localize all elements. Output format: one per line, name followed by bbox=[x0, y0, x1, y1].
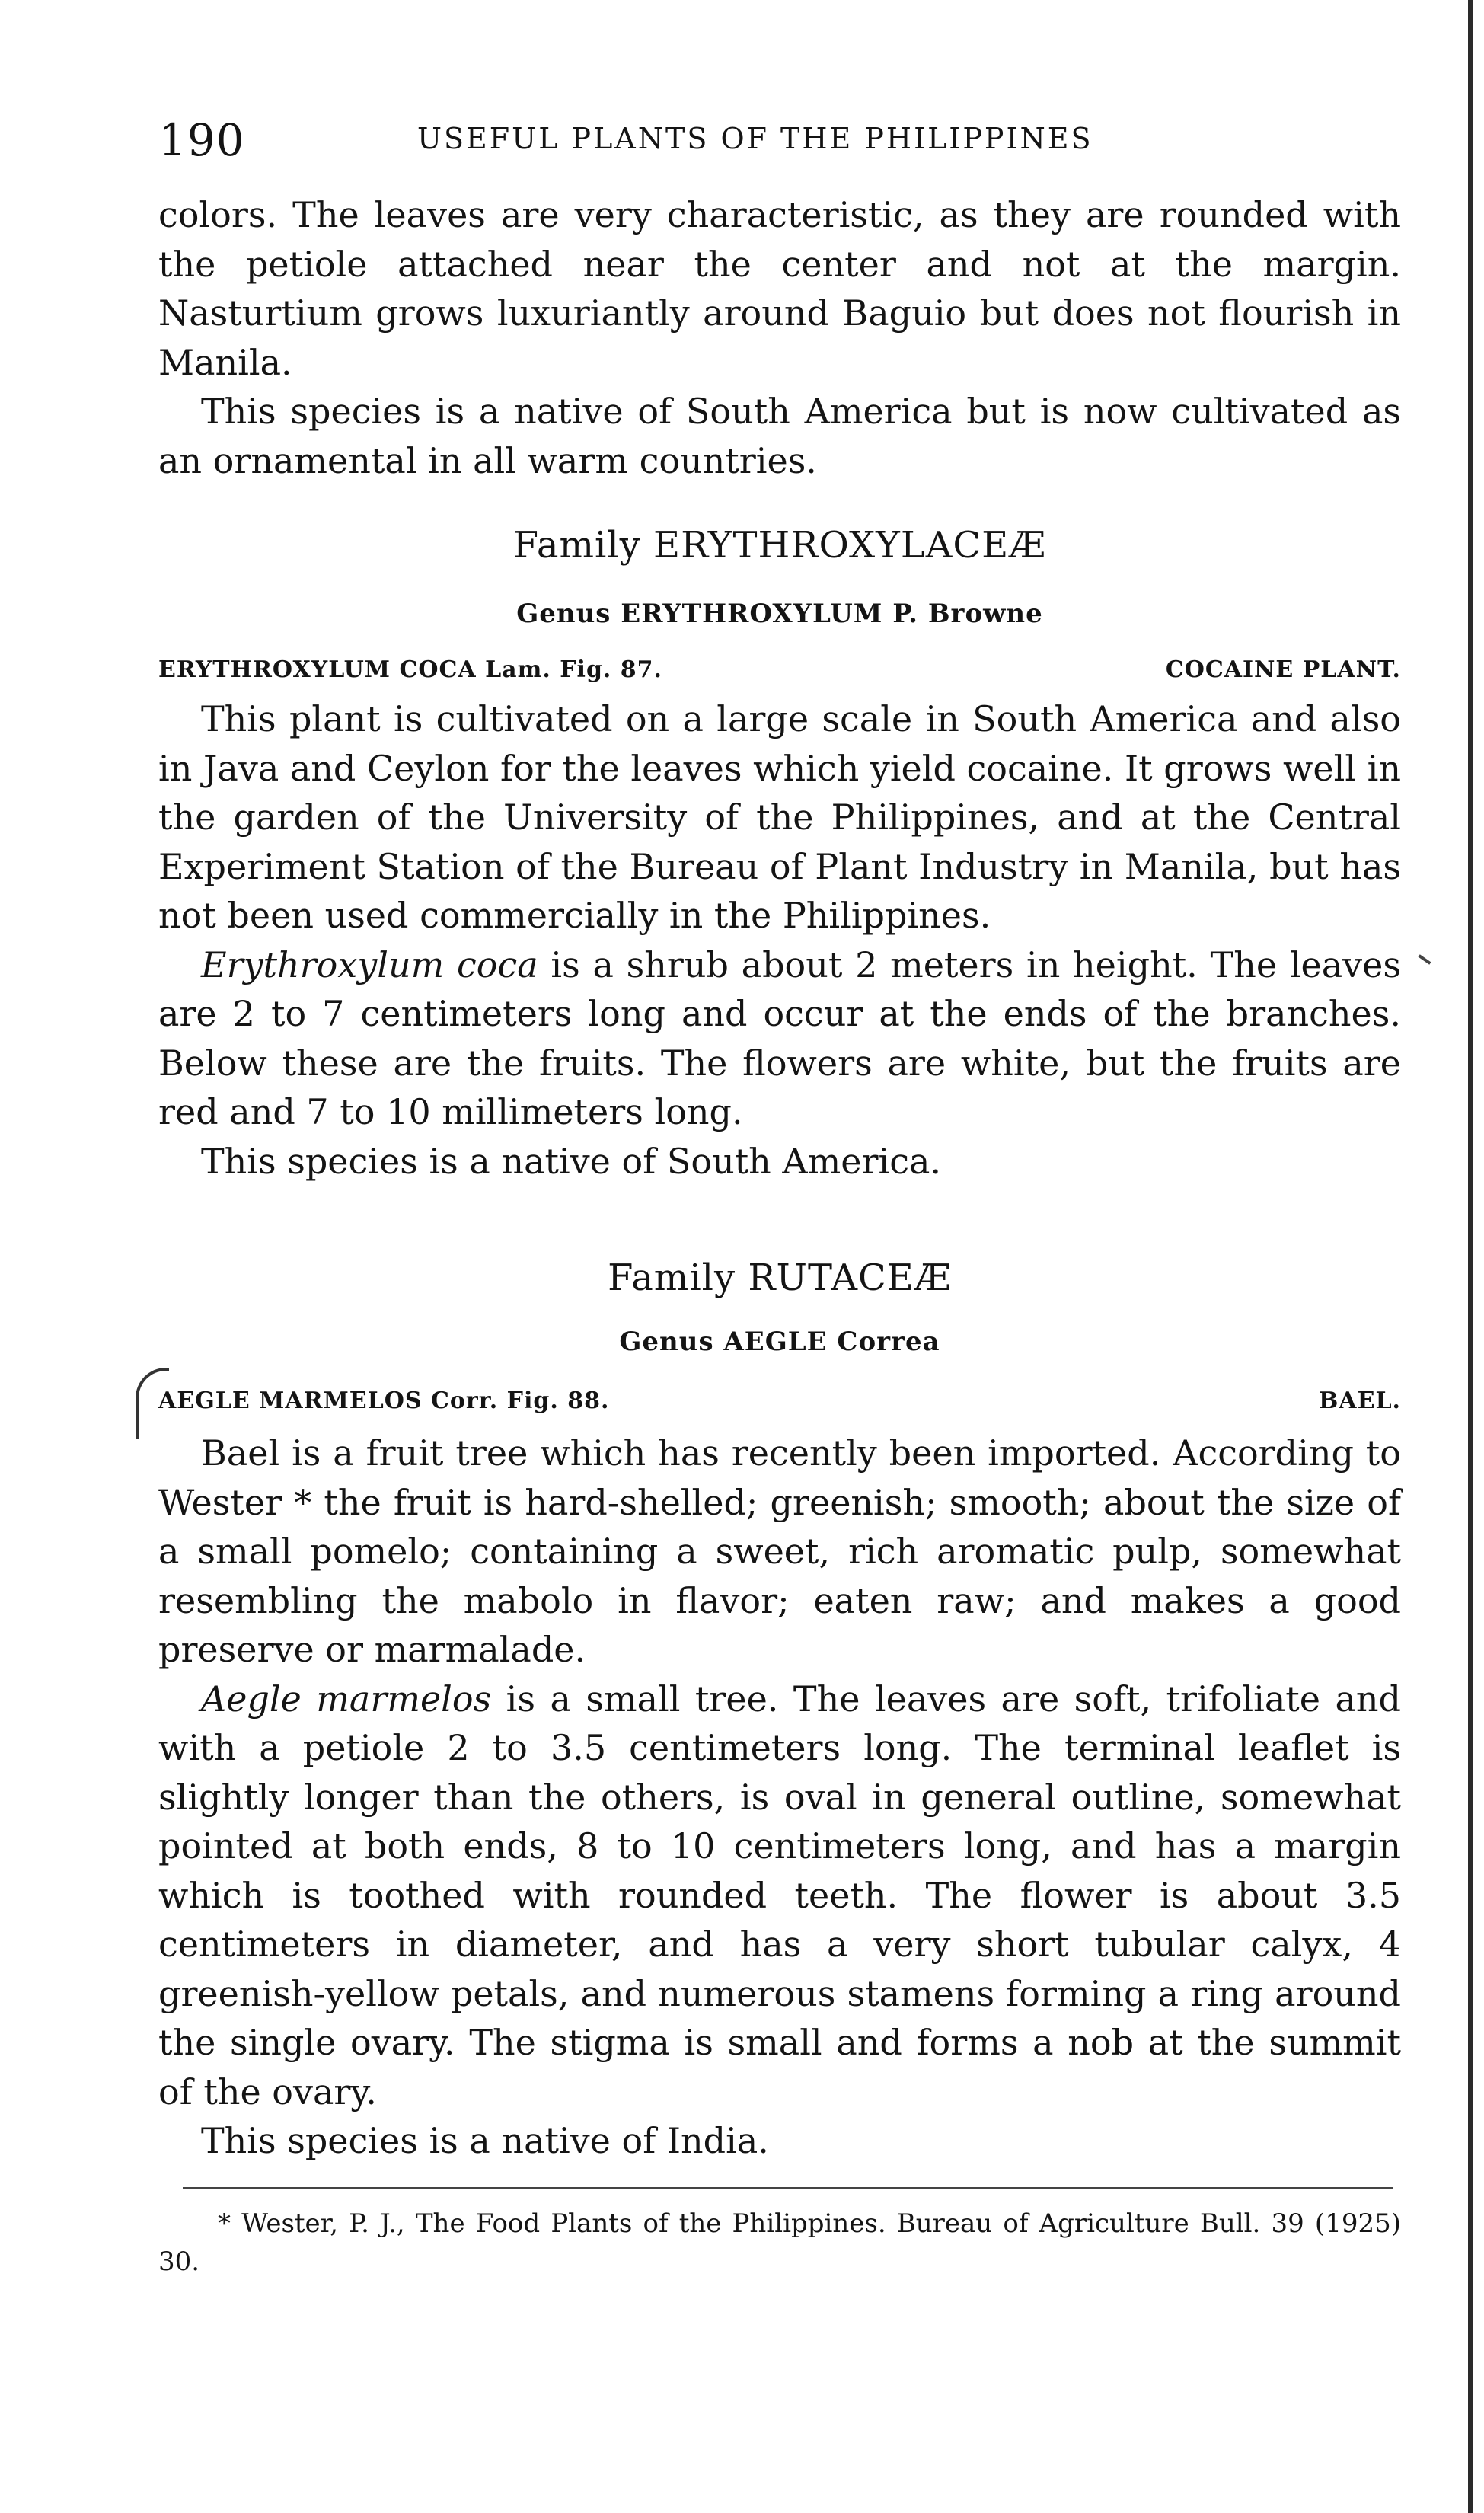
page-edge-line bbox=[1468, 0, 1473, 2513]
family-heading-rutaceae: Family RUTACEÆ bbox=[608, 1256, 952, 1299]
running-title: USEFUL PLANTS OF THE PHILIPPINES bbox=[417, 122, 1093, 155]
aegle-paragraph-3: This species is a native of India. bbox=[201, 2120, 769, 2161]
species-authority: Lam. Fig. 87. bbox=[485, 656, 662, 683]
species-line-erythroxylum-coca bbox=[158, 656, 1401, 695]
species-name-block bbox=[158, 1387, 609, 1414]
common-name: COCAINE PLANT. bbox=[1165, 656, 1401, 683]
paragraph-rest: is a shrub about 2 meters in height. The leaves are 2 to 7 centimeters long and occur at the ends of the branches. Below these are the fruits. The flowers are white, but the fruits are red and 7 to 10 millimeters long. bbox=[158, 944, 1401, 1132]
family-heading-erythroxylaceae: Family ERYTHROXYLACEÆ bbox=[512, 524, 1047, 567]
species-name-block bbox=[158, 656, 662, 683]
species-italic: Erythroxylum coca bbox=[201, 944, 538, 985]
erythroxylum-text bbox=[158, 695, 1401, 1186]
intro-paragraph-1: colors. The leaves are very characteristic, as they are rounded with the petiole attached near the center and not at the margin. Nasturtium grows luxuriantly around Baguio but does not flourish in Manila. bbox=[158, 194, 1401, 383]
intro-paragraph-2: This species is a native of South America but is now cultivated as an ornamental in all warm countries. bbox=[158, 391, 1401, 481]
footnote bbox=[158, 2205, 1401, 2281]
erythroxylum-paragraph-2 bbox=[158, 940, 1401, 1137]
handwritten-bracket-mark bbox=[136, 1368, 169, 1439]
species-name: AEGLE MARMELOS bbox=[158, 1387, 423, 1414]
erythroxylum-paragraph-1: This plant is cultivated on a large scale in South America and also in Java and Ceylon for the leaves which yield cocaine. It grows well in the garden of the University of the Philippines, and at the Central Experiment Station of the Bureau of Plant Industry in Manila, but has not been used commercially in the Philippines. bbox=[158, 698, 1401, 936]
species-italic: Aegle marmelos bbox=[201, 1678, 492, 1720]
page-header bbox=[158, 114, 1407, 168]
species-line-aegle-marmelos bbox=[158, 1387, 1401, 1426]
intro-text bbox=[158, 190, 1401, 485]
aegle-paragraph-2 bbox=[158, 1675, 1401, 2117]
genus-heading-erythroxylum: Genus ERYTHROXYLUM P. Browne bbox=[516, 599, 1043, 629]
species-name: ERYTHROXYLUM COCA bbox=[158, 656, 477, 683]
paragraph-rest: is a small tree. The leaves are soft, trifoliate and with a petiole 2 to 3.5 centimeters long. The terminal leaflet is slightly longer than the others, is oval in general outline, somewhat pointed at both ends, 8 to 10 centimeters long, and has a margin which is toothed with rounded teeth. The flower is about 3.5 centimeters in diameter, and has a very short tubular calyx, 4 greenish-yellow petals, and numerous stamens forming a ring around the single ovary. The stigma is small and forms a nob at the summit of the ovary. bbox=[158, 1678, 1401, 2112]
species-authority: Corr. Fig. 88. bbox=[431, 1387, 610, 1414]
page-number: 190 bbox=[158, 114, 245, 166]
aegle-text bbox=[158, 1429, 1401, 2166]
common-name: BAEL. bbox=[1318, 1387, 1401, 1414]
footnote-rule bbox=[183, 2187, 1393, 2189]
erythroxylum-paragraph-3: This species is a native of South America. bbox=[201, 1140, 941, 1182]
footnote-text: * Wester, P. J., The Food Plants of the Philippines. Bureau of Agriculture Bull. 39 (1925) 30. bbox=[158, 2208, 1401, 2277]
genus-heading-aegle: Genus AEGLE Correa bbox=[619, 1327, 940, 1357]
aegle-paragraph-1: Bael is a fruit tree which has recently been imported. According to Wester * the fruit is hard-shelled; greenish; smooth; about the size of a small pomelo; containing a sweet, rich aromatic pulp, somewhat resembling the mabolo in flavor; eaten raw; and makes a good preserve or marmalade. bbox=[158, 1432, 1401, 1670]
handwritten-tick-mark bbox=[1418, 954, 1431, 965]
